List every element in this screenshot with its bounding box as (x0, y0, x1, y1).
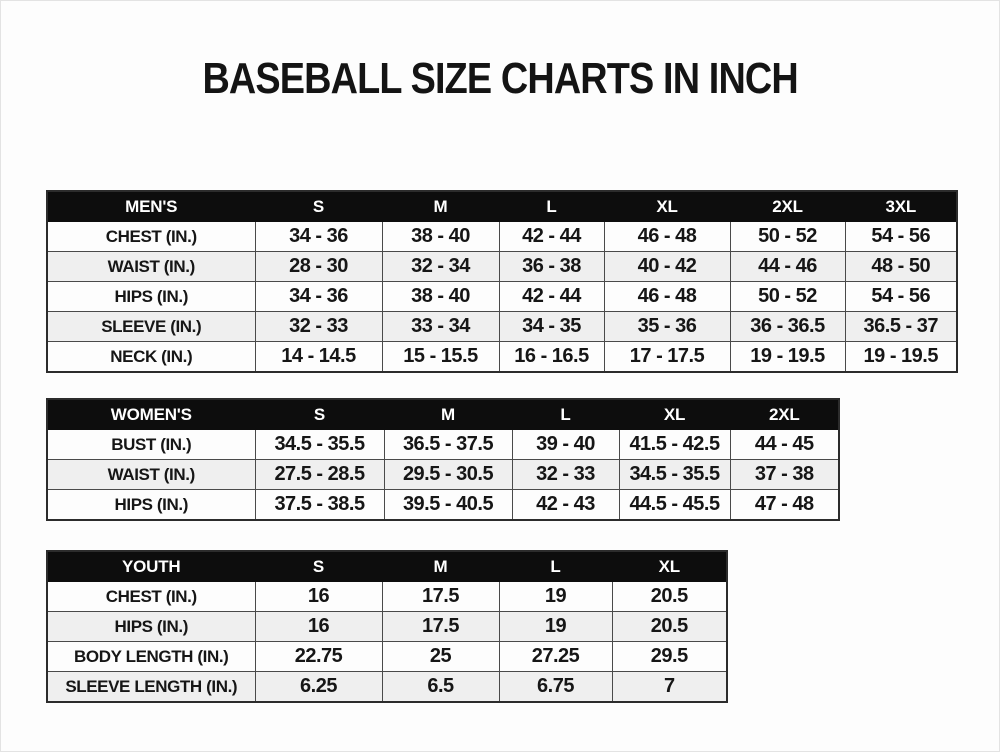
column-header-s: S (255, 191, 382, 222)
size-value-cell: 38 - 40 (382, 282, 499, 312)
column-header-3xl: 3XL (845, 191, 957, 222)
table-row-bust-in (47, 430, 839, 460)
row-label: WAIST (IN.) (47, 460, 255, 490)
size-value-cell: 34 - 36 (255, 222, 382, 252)
size-value-cell: 36.5 - 37.5 (384, 430, 512, 460)
mens-table-title-cell: MEN'S (47, 191, 255, 222)
size-value-cell: 44 - 46 (730, 252, 845, 282)
size-value-cell: 20.5 (612, 612, 727, 642)
column-header-xl: XL (612, 551, 727, 582)
column-header-m: M (382, 551, 499, 582)
size-value-cell: 17.5 (382, 612, 499, 642)
size-value-cell: 44 - 45 (730, 430, 839, 460)
size-value-cell: 39 - 40 (512, 430, 619, 460)
column-header-xl: XL (604, 191, 730, 222)
table-row-waist-in (47, 460, 839, 490)
size-value-cell: 25 (382, 642, 499, 672)
row-label: CHEST (IN.) (47, 222, 255, 252)
size-value-cell: 27.5 - 28.5 (255, 460, 384, 490)
row-label: BUST (IN.) (47, 430, 255, 460)
size-value-cell: 27.25 (499, 642, 612, 672)
table-row-sleeve-length-in (47, 672, 727, 703)
page-title-text: BASEBALL SIZE CHARTS IN INCH (202, 54, 798, 103)
mens-size-table (46, 190, 958, 373)
size-value-cell: 46 - 48 (604, 222, 730, 252)
column-header-2xl: 2XL (730, 191, 845, 222)
row-label: SLEEVE (IN.) (47, 312, 255, 342)
size-value-cell: 44.5 - 45.5 (619, 490, 730, 521)
row-label: SLEEVE LENGTH (IN.) (47, 672, 255, 703)
row-label: HIPS (IN.) (47, 490, 255, 521)
size-value-cell: 50 - 52 (730, 222, 845, 252)
size-value-cell: 48 - 50 (845, 252, 957, 282)
size-value-cell: 32 - 33 (512, 460, 619, 490)
size-value-cell: 29.5 - 30.5 (384, 460, 512, 490)
size-value-cell: 38 - 40 (382, 222, 499, 252)
column-header-s: S (255, 551, 382, 582)
tables-area (1, 190, 999, 703)
size-value-cell: 46 - 48 (604, 282, 730, 312)
mens-header-row (47, 191, 957, 222)
size-value-cell: 22.75 (255, 642, 382, 672)
size-value-cell: 36 - 38 (499, 252, 604, 282)
size-value-cell: 42 - 44 (499, 282, 604, 312)
size-value-cell: 35 - 36 (604, 312, 730, 342)
column-header-xl: XL (619, 399, 730, 430)
womens-header-row (47, 399, 839, 430)
youth-table-title-cell: YOUTH (47, 551, 255, 582)
size-value-cell: 6.75 (499, 672, 612, 703)
row-label: BODY LENGTH (IN.) (47, 642, 255, 672)
size-value-cell: 17.5 (382, 582, 499, 612)
size-value-cell: 37 - 38 (730, 460, 839, 490)
womens-size-table (46, 398, 840, 521)
size-value-cell: 34.5 - 35.5 (619, 460, 730, 490)
size-value-cell: 54 - 56 (845, 282, 957, 312)
size-value-cell: 29.5 (612, 642, 727, 672)
size-value-cell: 15 - 15.5 (382, 342, 499, 373)
size-value-cell: 47 - 48 (730, 490, 839, 521)
size-value-cell: 19 - 19.5 (730, 342, 845, 373)
size-value-cell: 34 - 35 (499, 312, 604, 342)
table-row-hips-in (47, 612, 727, 642)
column-header-m: M (384, 399, 512, 430)
size-value-cell: 16 (255, 612, 382, 642)
size-value-cell: 34 - 36 (255, 282, 382, 312)
row-label: HIPS (IN.) (47, 612, 255, 642)
table-row-chest-in (47, 222, 957, 252)
size-value-cell: 32 - 34 (382, 252, 499, 282)
page-title (1, 1, 999, 101)
size-value-cell: 19 (499, 582, 612, 612)
youth-header-row (47, 551, 727, 582)
table-row-hips-in (47, 490, 839, 521)
size-value-cell: 54 - 56 (845, 222, 957, 252)
size-value-cell: 42 - 44 (499, 222, 604, 252)
table-row-sleeve-in (47, 312, 957, 342)
size-value-cell: 41.5 - 42.5 (619, 430, 730, 460)
size-value-cell: 32 - 33 (255, 312, 382, 342)
size-value-cell: 42 - 43 (512, 490, 619, 521)
column-header-l: L (499, 551, 612, 582)
row-label: WAIST (IN.) (47, 252, 255, 282)
row-label: NECK (IN.) (47, 342, 255, 373)
size-value-cell: 34.5 - 35.5 (255, 430, 384, 460)
youth-size-table (46, 550, 728, 703)
size-value-cell: 36 - 36.5 (730, 312, 845, 342)
column-header-2xl: 2XL (730, 399, 839, 430)
size-value-cell: 6.25 (255, 672, 382, 703)
size-value-cell: 36.5 - 37 (845, 312, 957, 342)
size-value-cell: 17 - 17.5 (604, 342, 730, 373)
column-header-m: M (382, 191, 499, 222)
size-value-cell: 40 - 42 (604, 252, 730, 282)
size-value-cell: 16 - 16.5 (499, 342, 604, 373)
size-value-cell: 37.5 - 38.5 (255, 490, 384, 521)
table-row-waist-in (47, 252, 957, 282)
column-header-l: L (499, 191, 604, 222)
size-value-cell: 50 - 52 (730, 282, 845, 312)
size-value-cell: 28 - 30 (255, 252, 382, 282)
row-label: HIPS (IN.) (47, 282, 255, 312)
size-value-cell: 20.5 (612, 582, 727, 612)
size-value-cell: 16 (255, 582, 382, 612)
size-value-cell: 39.5 - 40.5 (384, 490, 512, 521)
column-header-l: L (512, 399, 619, 430)
size-value-cell: 7 (612, 672, 727, 703)
column-header-s: S (255, 399, 384, 430)
size-value-cell: 19 (499, 612, 612, 642)
table-row-body-length-in (47, 642, 727, 672)
size-value-cell: 33 - 34 (382, 312, 499, 342)
table-row-neck-in (47, 342, 957, 373)
table-row-hips-in (47, 282, 957, 312)
womens-table-title-cell: WOMEN'S (47, 399, 255, 430)
size-value-cell: 6.5 (382, 672, 499, 703)
table-row-chest-in (47, 582, 727, 612)
size-value-cell: 19 - 19.5 (845, 342, 957, 373)
size-value-cell: 14 - 14.5 (255, 342, 382, 373)
row-label: CHEST (IN.) (47, 582, 255, 612)
